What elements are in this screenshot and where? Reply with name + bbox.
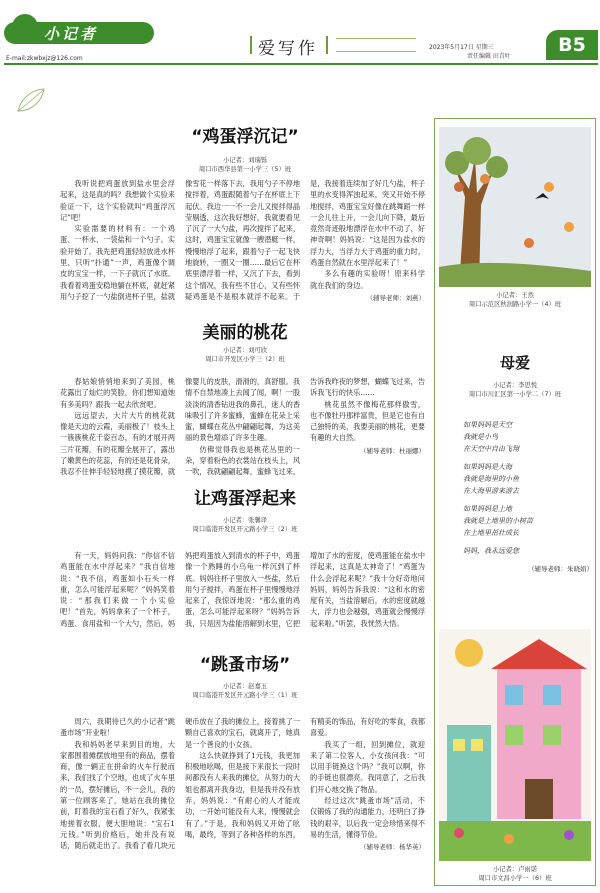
article-peach-blossom <box>60 318 430 488</box>
poem-line: 我就是海里的小鱼 <box>463 475 519 483</box>
artwork-author: 小记者：卢雨诺 <box>492 866 538 873</box>
article-author: 小记者：赵嘉玉 <box>222 683 268 690</box>
paragraph: 桃花虽然不像梅花那样傲雪，也不像牡丹那样富贵，但是它也有自己独特的美，我要美丽的桃花，更要有趣的大自然。 <box>310 399 425 443</box>
article-body <box>60 376 425 486</box>
article-school: 周口临港开发区开元路小学三（1）班 <box>192 692 298 699</box>
poem-line: 如果妈妈是大海 <box>463 463 512 471</box>
poem-line: 妈妈，我永远爱您 <box>463 547 519 555</box>
paragraph: 我听说把鸡蛋放到盐水里会浮起来，这是真的吗？我想做个实验来验证一下，这个实验就叫“鸡蛋浮沉记”吧！ <box>60 179 176 222</box>
article-school: 周口市西华县第一小学三（5）班 <box>198 166 292 173</box>
teacher-credit: （辅导老师：刘燕） <box>366 293 425 302</box>
poem-stanza <box>463 461 593 497</box>
poem-teacher-credit: （辅导老师：朱晓娟） <box>528 565 593 573</box>
paragraph: 春姑娘悄悄地来到了美园，桃花露出了灿烂的笑脸，你们想知道她有多美吗？跟我一起去欣赏吧。 <box>60 377 176 409</box>
article-body <box>60 550 425 640</box>
article-title: “鸡蛋浮沉记” <box>191 127 299 147</box>
poem-stanza <box>463 545 593 557</box>
column-title: 爱写作 <box>258 34 318 59</box>
paragraph: 周六，我期待已久的小记者“跳蚤市场”开业啦！ <box>60 717 175 738</box>
poem-line: 如果妈妈是天空 <box>463 421 512 429</box>
teacher-credit: （辅导老师：杨华英） <box>360 843 425 852</box>
paragraph: 实验需要的材料有：一个鸡蛋、一杯水、一袋盐和一个勺子。实验开始了。我先把鸡蛋轻轻放进水杯里，只听“扑通”一声，鸡蛋像个调皮的宝宝一样，一下子就沉了水底。我看着鸡蛋安稳地躺在杯底，就赶紧用勺子挖了一勺盐倒进杯子里，盐就像雪花一样落下去，我用勺子不停地搅拌着，鸡蛋跟随着勺子在杯底上下起伏。我边一一不一会儿又搅拌得晶莹剔透，这次我好想好，我就要看见了沉了一大勺盐，再次搅拌了起来，这时，鸡蛋宝宝就像一艘潜艇一样，慢慢地浮了起来，跟着勺子一起飞快地旋转，一圈又一圈……最后它在杯底里漂浮着一样，又沉了下去，看到这个情况，我有些不甘心，又有些怀疑鸡蛋是不是根本就浮不起来。于是，我接着连续加了好几勺盐，杯子里的水变得浑浊起来，突又开始不停地搅拌，鸡蛋宝宝好像在跳舞蹈一样一会儿往上升，一会儿向下降，最后竟然奇迹般地漂浮在水中不动了，好神奇啊！妈妈说：“这是因为盐水的浮力大，当浮力大于鸡蛋的重力时，鸡蛋自然就在水里浮起来了！” <box>60 179 425 301</box>
dateline: 2023年5月17日 星期三 <box>429 44 494 51</box>
article-title: 美丽的桃花 <box>202 323 288 343</box>
section-logo <box>4 22 154 44</box>
article-school: 周口市开发区小学三（2）班 <box>205 356 285 363</box>
poem-line: 在土地里茁壮成长 <box>463 529 519 537</box>
article-body <box>60 178 425 312</box>
article-egg-float <box>60 118 430 318</box>
paragraph: 这么快就挣到了1元钱，我更加积极地吆喝，但是接下来很长一段时间都没有人来我的摊位，从努力的大姐也都离开我身边，但是我并没有放弃，妈妈说：“有耐心的人才能成功，一开始可能没有人来，慢慢就会有了。”于是，我和妈妈又开始了吆喝，最终，等到了各种各样的东西，有精美的饰品，有好吃的零食，我都喜爱。 <box>185 717 425 839</box>
poem-line: 在天空中自由飞翔 <box>463 445 519 453</box>
article-author: 小记者：刘可欣 <box>222 347 268 354</box>
email-line: E-mail:zkwbxjz@126.com <box>6 55 83 62</box>
poem-line: 我就是土地里的小树苗 <box>463 517 533 525</box>
paragraph: 我买了一组，回到摊位，就迎来了第二位客人，小女孩问我：“可以用手链换这个吗？”我可以啊，你的手链也很漂亮。我同意了，之后我们开心地交换了物品。 <box>310 739 425 794</box>
artwork-school: 周口市文昌小学一（6）班 <box>478 875 552 882</box>
poem-school: 周口市川汇区第一小学二（7）班 <box>468 391 562 398</box>
artwork-school: 周口示范区秋润路小学一（4）班 <box>468 301 562 308</box>
artwork-author: 小记者：王然 <box>496 292 534 299</box>
article-body <box>60 716 425 886</box>
article-make-egg-float <box>60 484 430 644</box>
leaf-decoration-icon <box>14 85 48 115</box>
poem-body <box>463 419 593 575</box>
logo-text: 小记者 <box>44 25 99 43</box>
article-title: “跳蚤市场” <box>199 655 291 675</box>
poem-line: 如果妈妈是土地 <box>463 505 512 513</box>
article-author: 小记者：刘瑞铄 <box>222 157 268 164</box>
paragraph: 我和妈妈老早来到目的地，大家都围着摊摆放地里有的商品，摆着商，像一辆正在拼命的火车行驶而来，我们找了个空地，也成了火车里的一员，摆好摊后，不一会儿，我的第一位顾客来了，她站在我的摊位前，盯着我的宝石看了好久，我紧张地搓着衣服，便大胆地说：“宝石1元钱。”听到价格后，她并没有说话，随后就走出了。我看了看几块元硬币放在了我的摊位上，接着挑了一颗自己喜欢的宝石，就离开了，她真是一个善良的小女孩。 <box>60 717 301 851</box>
poem-title: 母爱 <box>499 354 530 372</box>
tree-drawing-image <box>439 127 591 287</box>
article-author: 小记者：张馨译 <box>222 517 268 524</box>
editor-line: 责任编辑 田青叶 <box>467 53 511 60</box>
sidebar <box>434 118 596 886</box>
paragraph: 仿佛觉得我也是桃花丛里的一朵，穿着粉色的衣裳站在枝头上，风一吹，我就翩翩起舞，蜜蜂飞过来，告诉我昨夜的梦想，蝴蝶飞过来，告诉我飞行的快乐…… <box>185 377 425 477</box>
poem-stanza <box>463 419 593 455</box>
teacher-credit: （辅导老师：杜丽娜） <box>360 446 425 455</box>
poem-author: 小记者：李思悦 <box>492 382 538 389</box>
poem-line: 我就是小鸟 <box>463 433 498 441</box>
title-decoration <box>336 38 416 52</box>
paragraph: 经过这次“跳蚤市场”活动，不仅锻炼了我的沟通能力，还明白了挣钱的艰辛，以后我一定会珍惜来得不易的生活，懂得节俭。 <box>310 796 425 839</box>
poem-stanza <box>463 503 593 539</box>
header-rule <box>4 63 598 65</box>
article-flea-market <box>60 650 430 890</box>
masthead <box>0 0 600 64</box>
paragraph: 远远望去，大片大片的桃花就像是天边的云霞，美丽极了！枝头上一簇簇桃花千姿百态，有的才展开两三片花瓣，有的花瓣全展开了，露出了嫩黄色的花蕊，有的还是花骨朵，我忍不住伸手轻轻地摸了摸花瓣，就像婴儿的皮肤，滑滑的，真舒服。我情不自禁地凑上去闻了闻，啊！一股淡淡的清香钻进我的鼻孔，迷人的香味吸引了许多蜜蜂，蜜蜂在花朵上采蜜，蝴蝶在花丛中翩翩起舞，为这美丽的景色增添了许多生趣。 <box>60 377 301 477</box>
poem-line: 在大海里游来游去 <box>463 487 519 495</box>
paragraph: 有一天，妈妈问我：“你信不信鸡蛋能在水中浮起来？”我自信地说：“我不信，鸡蛋如小石头一样重，怎么可能浮起来呢？”妈妈笑着说：“那我们来做一个小实验吧！”首先，妈妈拿来了一个杯子，鸡蛋、食用盐和一个大勺，然后，妈妈把鸡蛋放入到清水的杯子中，鸡蛋像一个熟睡的小乌龟一样沉到了杯底。妈妈往杯子里放入一些盐，然后用勺子搅拌，鸡蛋在杯子里慢慢地浮起来了，我惊讶地说：“那么重的鸡蛋，怎么可能浮起来呀？”妈妈告诉我，只是因为盐能溶解到水里，它把增加了水的密度，使鸡蛋能在盐水中浮起来，这真是太神奇了！“鸡蛋为什么会浮起来呢？”我十分好奇地问妈妈，妈妈告诉我说：“这和水的密度有关，当盐溶解后，水的密度就越大，浮力也会越强，鸡蛋就会慢慢浮起来啦。”听罢，我恍然大悟。 <box>60 551 425 628</box>
house-drawing-image <box>439 629 591 861</box>
article-title: 让鸡蛋浮起来 <box>194 489 296 509</box>
paragraph: 多么有趣的实验呀！原来科学就在我们的身边。 <box>310 269 425 290</box>
article-school: 周口临港开发区开元路小学三（2）班 <box>192 526 298 533</box>
page-number: B5 <box>546 30 598 60</box>
